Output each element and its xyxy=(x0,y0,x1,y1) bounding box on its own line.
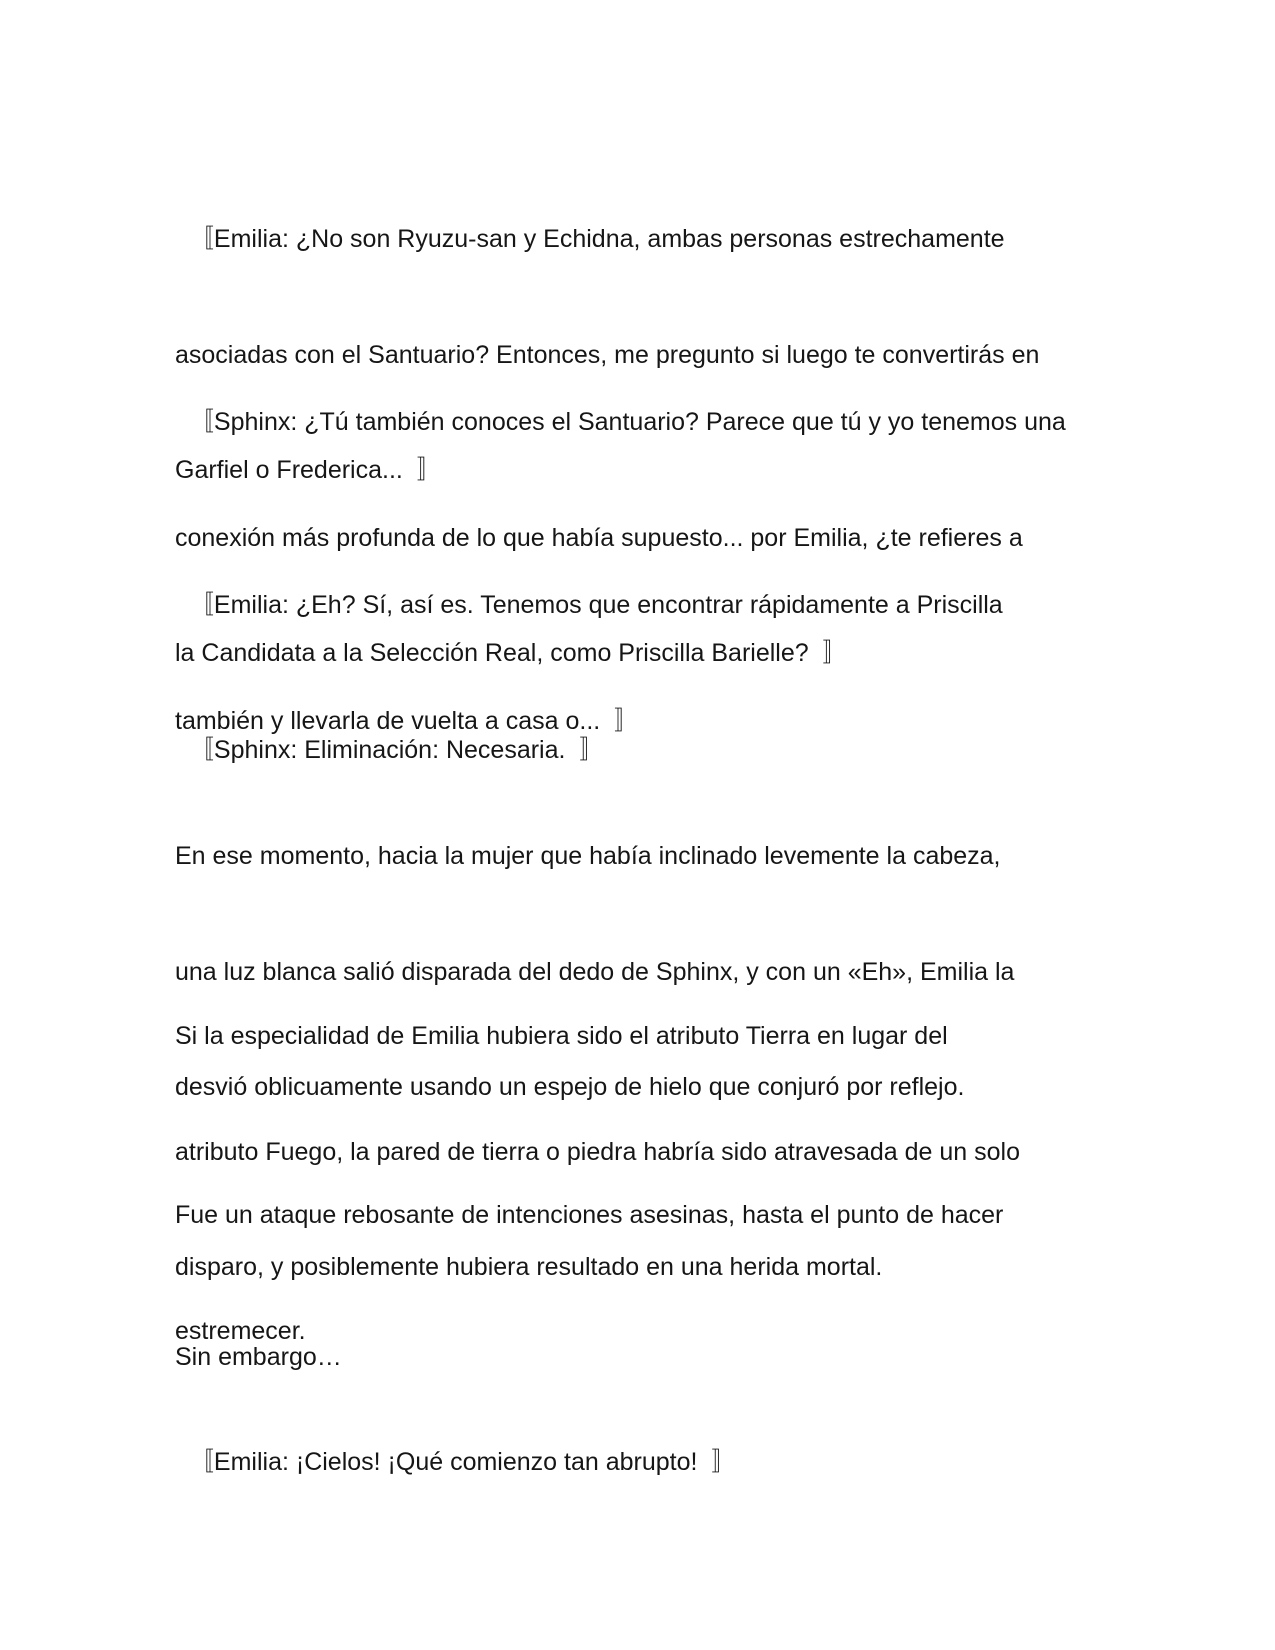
text-line: Fue un ataque rebosante de intenciones asesinas, hasta el punto de hacer xyxy=(175,1201,1004,1229)
text-line: 〚Emilia: ¡Cielos! ¡Qué comienzo tan abrupto! 〛 xyxy=(175,1448,737,1476)
text-line: también y llevarla de vuelta a casa o... 〛 xyxy=(175,706,640,735)
text-line: estremecer. xyxy=(175,1316,306,1345)
text-line: una luz blanca salió disparada del dedo de Sphinx, y con un «Eh», Emilia la xyxy=(175,957,1015,986)
text-line: 〚Sphinx: ¿Tú también conoces el Santuario? Parece que tú y yo tenemos una xyxy=(175,408,1066,436)
text-line: 〚Sphinx: Eliminación: Necesaria. 〛 xyxy=(175,736,605,764)
text-line: En ese momento, hacia la mujer que había inclinado levemente la cabeza, xyxy=(175,842,1001,870)
text-line: desvió oblicuamente usando un espejo de hielo que conjuró por reflejo. xyxy=(175,1073,965,1101)
text-line: la Candidata a la Selección Real, como Priscilla Barielle? 〛 xyxy=(175,639,848,667)
text-line: asociadas con el Santuario? Entonces, me pregunto si luego te convertirás en xyxy=(175,340,1040,369)
text-line: atributo Fuego, la pared de tierra o piedra habría sido atravesada de un solo xyxy=(175,1137,1020,1166)
text-line: Garfiel o Frederica... 〛 xyxy=(175,456,442,484)
text-line: conexión más profunda de lo que había supuesto... por Emilia, ¿te refieres a xyxy=(175,523,1023,552)
text-line: Si la especialidad de Emilia hubiera sido el atributo Tierra en lugar del xyxy=(175,1022,948,1050)
text-line: 〚Emilia: ¿Eh? Sí, así es. Tenemos que encontrar rápidamente a Priscilla xyxy=(175,591,1003,619)
dialogue-paragraph xyxy=(175,1366,1105,1559)
text-line: Sin embargo… xyxy=(175,1343,342,1371)
text-line: disparo, y posiblemente hubiera resultado en una herida mortal. xyxy=(175,1253,883,1281)
text-line: 〚Emilia: ¿No son Ryuzu-san y Echidna, ambas personas estrechamente xyxy=(175,225,1005,253)
